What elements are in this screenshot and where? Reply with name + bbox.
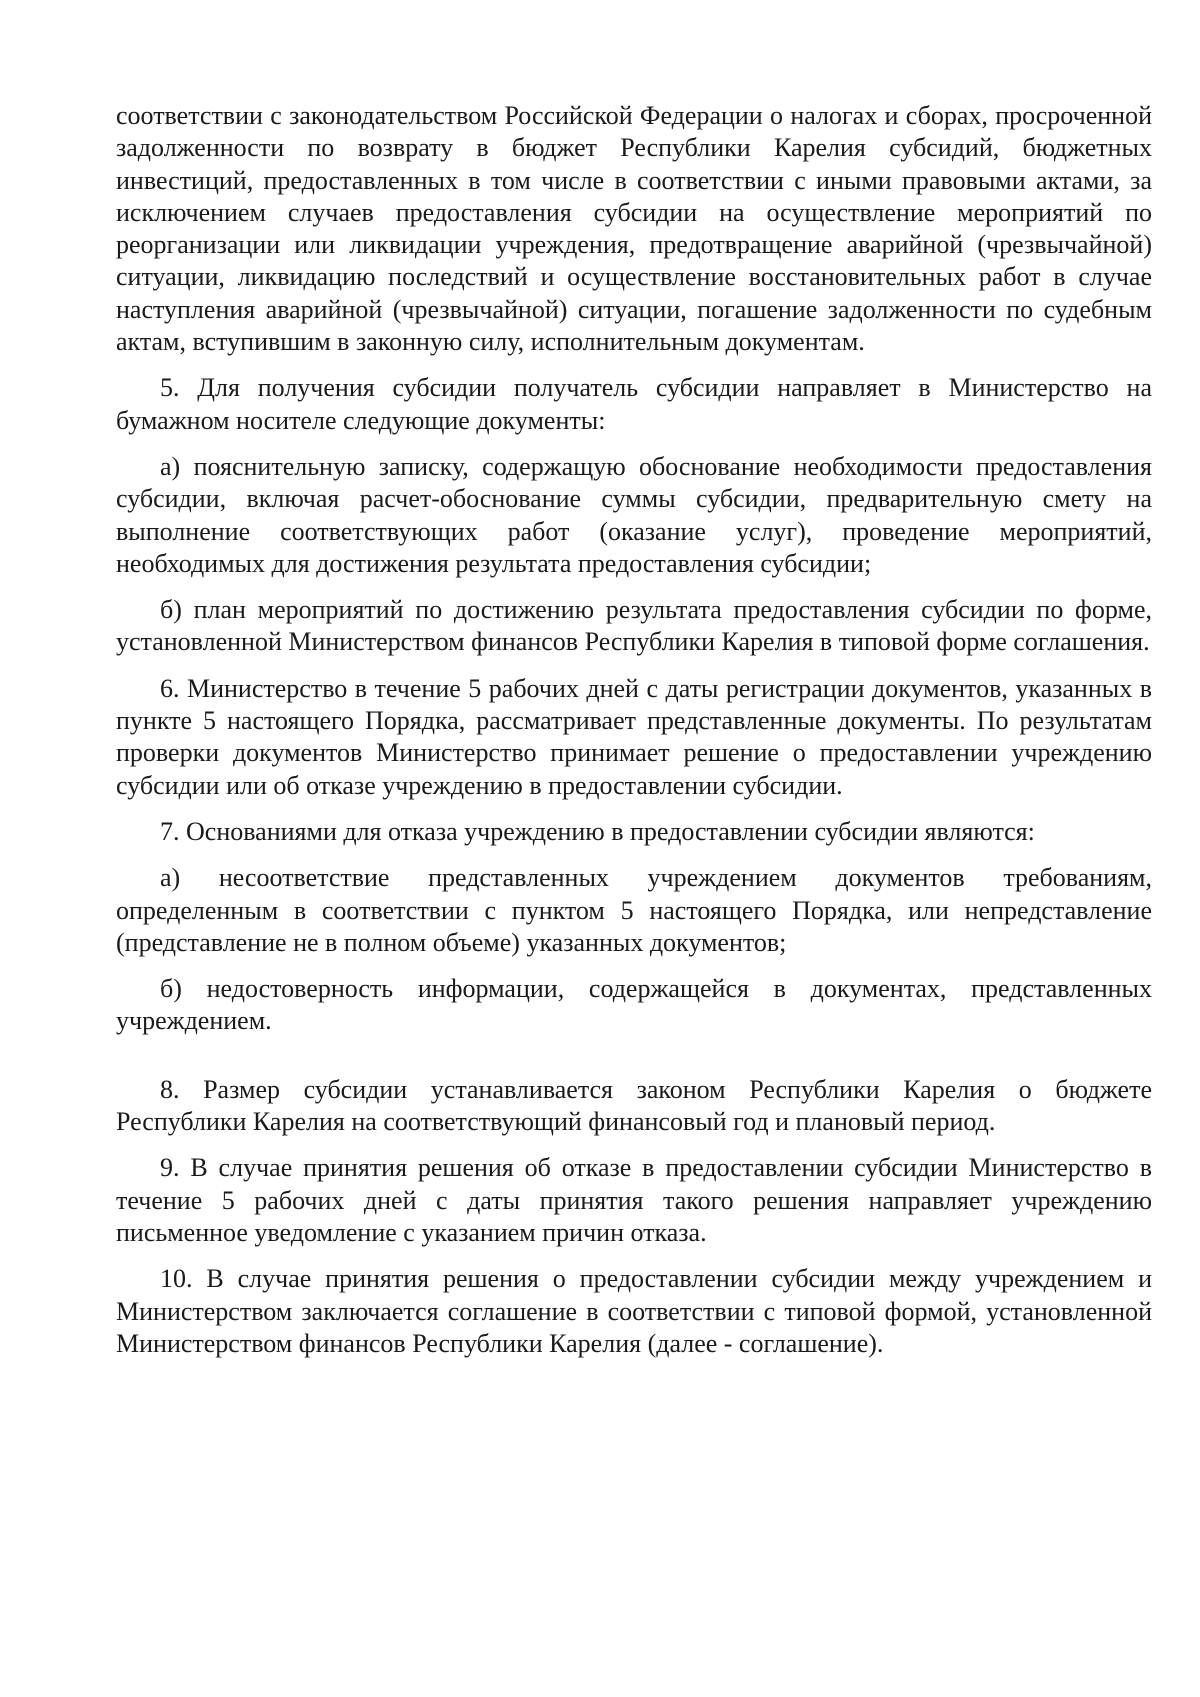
paragraph-clause-5: 5. Для получения субсидии получатель субсидии направляет в Министерство на бумажном носителе следующие документы: bbox=[116, 373, 1152, 435]
paragraph-clause-9: 9. В случае принятия решения об отказе в предоставлении субсидии Министерство в течение 5 рабочих дней с даты принятия такого решения направляет учреждению письменное уведомление с указанием причин отказа. bbox=[116, 1153, 1152, 1247]
paragraph-clause-7-a: а) несоответствие представленных учреждением документов требованиям, определенным в соответствии с пунктом 5 настоящего Порядка, или непредставление (представление не в полном объеме) указанных документов; bbox=[116, 863, 1152, 957]
paragraph-clause-5-b: б) план мероприятий по достижению результата предоставления субсидии по форме, установленной Министерством финансов Республики Карелия в типовой форме соглашения. bbox=[116, 595, 1152, 657]
paragraph-continuation: соответствии с законодательством Российской Федерации о налогах и сборах, просроченной задолженности по возврату в бюджет Республики Карелия субсидий, бюджетных инвестиций, предоставленных в том числе в соответствии с иными правовыми актами, за исключением случаев предоставления субсидии на осуществление мероприятий по реорганизации или ликвидации учреждения, предотвращение аварийной (чрезвычайной) ситуации, ликвидацию последствий и осуществление восстановительных работ в случае наступления аварийной (чрезвычайной) ситуации, погашение задолженности по судебным актам, вступившим в законную силу, исполнительным документам. bbox=[116, 101, 1152, 357]
paragraph-clause-7: 7. Основаниями для отказа учреждению в предоставлении субсидии являются: bbox=[160, 816, 1035, 846]
document-page bbox=[116, 100, 1152, 1374]
paragraph-clause-6: 6. Министерство в течение 5 рабочих дней с даты регистрации документов, указанных в пункте 5 настоящего Порядка, рассматривает представленные документы. По результатам проверки документов Министерство принимает решение о предоставлении учреждению субсидии или об отказе учреждению в предоставлении субсидии. bbox=[116, 673, 1152, 800]
paragraph-clause-5-a: а) пояснительную записку, содержащую обоснование необходимости предоставления субсидии, включая расчет-обоснование суммы субсидии, предварительную смету на выполнение соответствующих работ (оказание услуг), проведение мероприятий, необходимых для достижения результата предоставления субсидии; bbox=[116, 451, 1152, 578]
paragraph-clause-8: 8. Размер субсидии устанавливается законом Республики Карелия о бюджете Республики Карелия на соответствующий финансовый год и плановый период. bbox=[116, 1074, 1152, 1137]
paragraph-clause-10: 10. В случае принятия решения о предоставлении субсидии между учреждением и Министерством заключается соглашение в соответствии с типовой формой, установленной Министерством финансов Республики Карелия (далее - соглашение). bbox=[116, 1264, 1152, 1358]
paragraph-clause-7-b: б) недостоверность информации, содержащейся в документах, представленных учреждением. bbox=[116, 974, 1152, 1036]
